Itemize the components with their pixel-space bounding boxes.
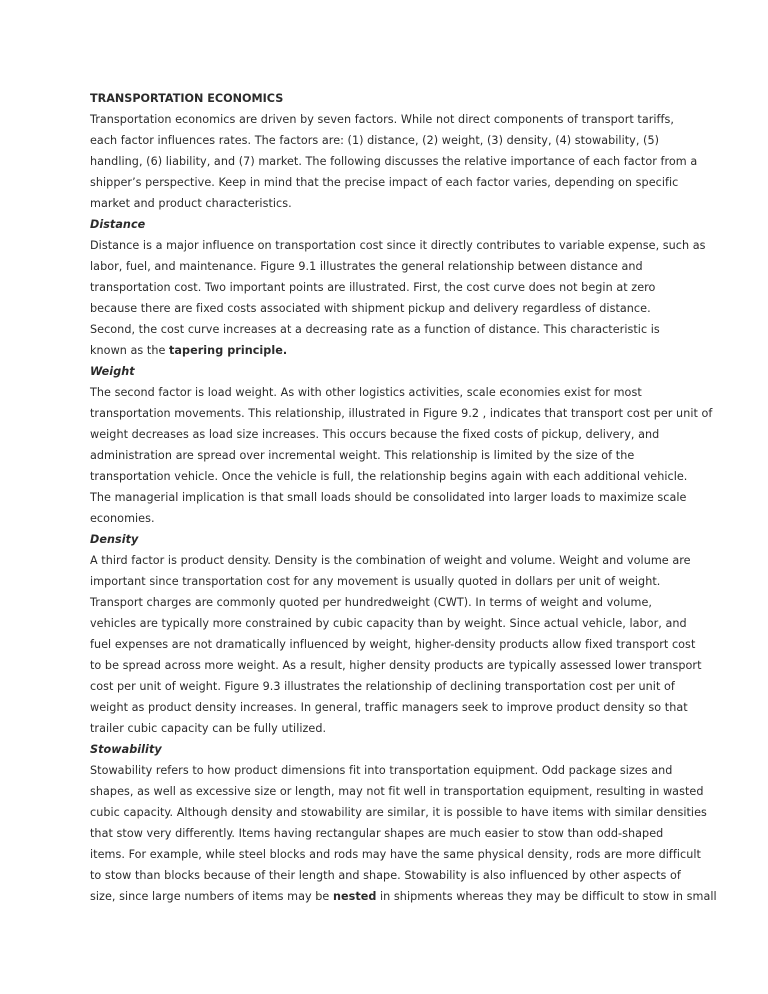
bold-term-nested: nested [332,890,377,903]
density-line: to be spread across more weight. As a result, higher density products are typically assessed lower transport [90,659,702,672]
density-line: fuel expenses are not dramatically influenced by weight, higher-density products allow fixed transport cost [90,638,696,651]
weight-line: weight decreases as load size increases. This occurs because the fixed costs of pickup, delivery, and [90,428,660,441]
distance-line: labor, fuel, and maintenance. Figure 9.1 illustrates the general relationship between distance and [90,260,643,273]
stowability-text: size, since large numbers of items may be [90,890,333,903]
stowability-line: shapes, as well as excessive size or length, may not fit well in transportation equipment, resulting in wasted [90,785,704,798]
distance-line: because there are fixed costs associated with shipment pickup and delivery regardless of distance. [90,302,651,315]
density-line: A third factor is product density. Density is the combination of weight and volume. Weight and volume are [90,554,691,567]
distance-line: Second, the cost curve increases at a decreasing rate as a function of distance. This characteristic is [90,323,660,336]
stowability-line: cubic capacity. Although density and stowability are similar, it is possible to have items with similar densities [90,806,707,819]
distance-line: transportation cost. Two important points are illustrated. First, the cost curve does not begin at zero [90,281,656,294]
document-title: TRANSPORTATION ECONOMICS [90,92,284,105]
weight-line: administration are spread over incremental weight. This relationship is limited by the size of the [90,449,635,462]
bold-term-tapering-principle: tapering principle. [169,344,288,357]
intro-line: market and product characteristics. [90,197,292,210]
density-line: important since transportation cost for any movement is usually quoted in dollars per unit of weight. [90,575,661,588]
section-heading-distance: Distance [90,218,146,231]
density-line: weight as product density increases. In general, traffic managers seek to improve product density so that [90,701,688,714]
section-heading-density: Density [90,533,139,546]
distance-line: Distance is a major influence on transportation cost since it directly contributes to variable expense, such as [90,239,706,252]
weight-line: economies. [90,512,155,525]
intro-line: each factor influences rates. The factors are: (1) distance, (2) weight, (3) density, (4) stowability, (5) [90,134,660,147]
density-line: Transport charges are commonly quoted per hundredweight (CWT). In terms of weight and volume, [90,596,652,609]
intro-line: handling, (6) liability, and (7) market. The following discusses the relative importance of each factor from a [90,155,698,168]
distance-text: known as the [90,344,170,357]
section-heading-weight: Weight [90,365,135,378]
stowability-line: items. For example, while steel blocks and rods may have the same physical density, rods are more difficult [90,848,701,861]
stowability-line: Stowability refers to how product dimensions fit into transportation equipment. Odd package sizes and [90,764,673,777]
stowability-line: that stow very differently. Items having rectangular shapes are much easier to stow than odd-shaped [90,827,664,840]
density-line: vehicles are typically more constrained by cubic capacity than by weight. Since actual vehicle, labor, and [90,617,687,630]
distance-line-last [90,340,690,361]
weight-line: The managerial implication is that small loads should be consolidated into larger loads to maximize scale [90,491,687,504]
stowability-line-last [90,886,717,907]
document-body [90,88,717,907]
stowability-line: to stow than blocks because of their length and shape. Stowability is also influenced by other aspects of [90,869,681,882]
density-line: trailer cubic capacity can be fully utilized. [90,722,327,735]
intro-line: shipper’s perspective. Keep in mind that the precise impact of each factor varies, depending on specific [90,176,679,189]
weight-line: transportation vehicle. Once the vehicle is full, the relationship begins again with each additional vehicle. [90,470,688,483]
intro-line: Transportation economics are driven by seven factors. While not direct components of transport tariffs, [90,113,675,126]
weight-line: The second factor is load weight. As with other logistics activities, scale economies exist for most [90,386,642,399]
stowability-text: in shipments whereas they may be difficult to stow in small [376,890,717,903]
section-heading-stowability: Stowability [90,743,162,756]
weight-line: transportation movements. This relationship, illustrated in Figure 9.2 , indicates that transport cost per unit of [90,407,713,420]
density-line: cost per unit of weight. Figure 9.3 illustrates the relationship of declining transportation cost per unit of [90,680,675,693]
